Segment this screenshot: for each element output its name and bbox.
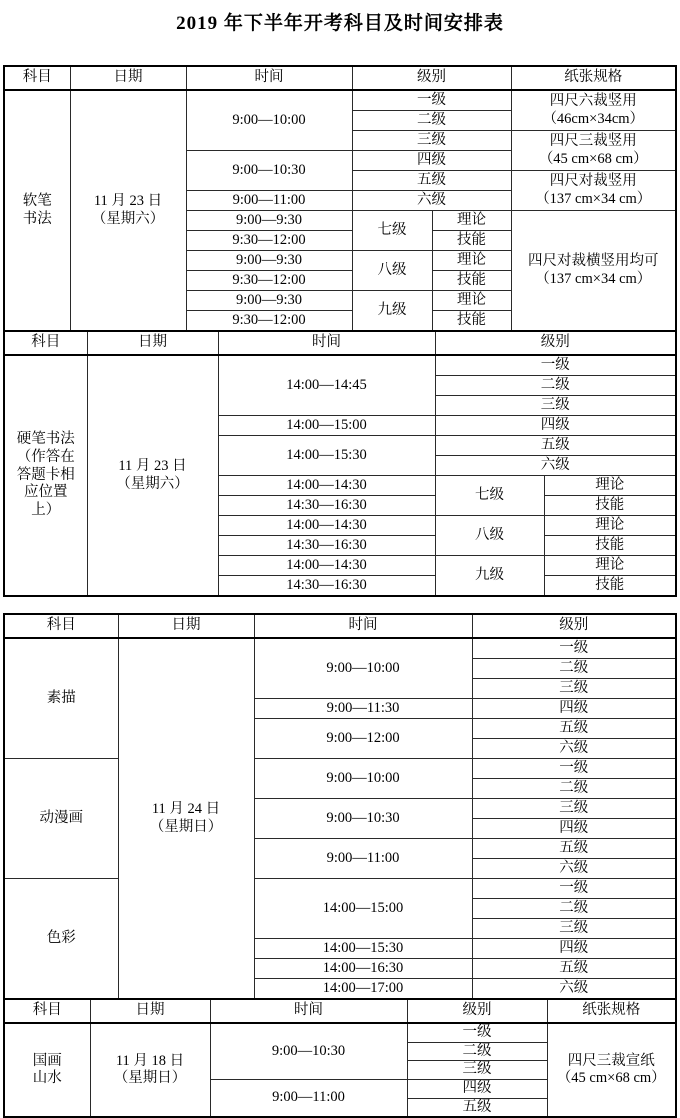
part-cell: 理论	[544, 516, 676, 536]
date-line: 11 月 23 日	[118, 457, 187, 474]
level-cell: 四级	[472, 699, 676, 719]
header-level: 级别	[435, 331, 676, 355]
part-cell: 技能	[432, 231, 511, 251]
time-cell: 9:00—10:00	[254, 759, 472, 799]
level-cell: 四级	[472, 819, 676, 839]
level-cell: 二级	[435, 376, 676, 396]
time-cell: 9:30—12:00	[186, 311, 352, 332]
level-cell: 二级	[472, 899, 676, 919]
time-cell: 9:00—10:30	[210, 1023, 407, 1080]
level-cell: 五级	[472, 959, 676, 979]
date-cell	[70, 90, 186, 331]
level-cell: 五级	[352, 171, 511, 191]
level-cell: 三级	[472, 679, 676, 699]
part-cell: 理论	[544, 476, 676, 496]
level-cell: 一级	[472, 638, 676, 659]
level-cell: 四级	[435, 416, 676, 436]
level-cell: 五级	[407, 1098, 547, 1117]
paper-line: （46cm×34cm）	[542, 110, 645, 127]
level-cell: 三级	[472, 799, 676, 819]
level-cell: 九级	[435, 556, 544, 597]
subject-cell	[4, 1023, 90, 1117]
paper-cell	[511, 171, 676, 211]
part-cell: 理论	[432, 211, 511, 231]
time-cell: 14:00—14:45	[218, 355, 435, 416]
paper-line: 四尺三裁宣纸	[567, 1052, 655, 1069]
time-cell: 9:00—9:30	[186, 291, 352, 311]
time-cell: 9:00—12:00	[254, 719, 472, 759]
table4-header-row	[4, 999, 676, 1023]
header-level: 级别	[472, 614, 676, 638]
level-cell: 三级	[352, 131, 511, 151]
header-subject: 科目	[4, 614, 118, 638]
table-drawing-subjects	[3, 613, 677, 1000]
paper-line: 四尺六裁竖用	[549, 92, 637, 109]
paper-cell	[511, 90, 676, 131]
level-cell: 九级	[352, 291, 432, 332]
paper-line: （137 cm×34 cm）	[535, 270, 652, 287]
subject-line: 上）	[31, 502, 61, 519]
level-cell: 六级	[435, 456, 676, 476]
paper-line: 四尺三裁竖用	[549, 132, 637, 149]
level-cell: 八级	[352, 251, 432, 291]
table-row	[4, 759, 676, 779]
paper-line: （137 cm×34 cm）	[535, 190, 652, 207]
header-time: 时间	[254, 614, 472, 638]
subject-cell	[4, 90, 70, 331]
time-cell: 14:00—14:30	[218, 476, 435, 496]
time-cell: 14:30—16:30	[218, 536, 435, 556]
table-hard-pen-calligraphy	[3, 330, 677, 597]
header-time: 时间	[210, 999, 407, 1023]
level-cell: 七级	[435, 476, 544, 516]
table3-header-row	[4, 614, 676, 638]
subject-line: 国画	[32, 1052, 62, 1069]
level-cell: 二级	[472, 779, 676, 799]
date-cell	[90, 1023, 210, 1117]
table-row	[4, 1023, 676, 1042]
part-cell: 技能	[544, 576, 676, 597]
part-cell: 技能	[432, 271, 511, 291]
time-cell: 9:00—11:30	[254, 699, 472, 719]
date-cell	[87, 355, 218, 596]
level-cell: 一级	[407, 1023, 547, 1042]
level-cell: 六级	[472, 859, 676, 879]
header-subject: 科目	[4, 66, 70, 90]
header-subject: 科目	[4, 999, 90, 1023]
subject-line: 答题卡相	[16, 466, 75, 483]
time-cell: 14:30—16:30	[218, 576, 435, 597]
header-paper: 纸张规格	[511, 66, 676, 90]
level-cell: 八级	[435, 516, 544, 556]
level-cell: 六级	[472, 979, 676, 1000]
table-row	[4, 90, 676, 111]
level-cell: 六级	[472, 739, 676, 759]
time-cell: 9:00—9:30	[186, 211, 352, 231]
paper-line: 四尺对裁横竖用均可	[528, 252, 659, 269]
part-cell: 技能	[544, 536, 676, 556]
table-gap	[0, 597, 680, 613]
time-cell: 14:00—14:30	[218, 516, 435, 536]
level-cell: 三级	[472, 919, 676, 939]
level-cell: 七级	[352, 211, 432, 251]
table2-header-row	[4, 331, 676, 355]
part-cell: 技能	[544, 496, 676, 516]
level-cell: 一级	[435, 355, 676, 376]
time-cell: 9:30—12:00	[186, 271, 352, 291]
paper-line: （45 cm×68 cm）	[538, 150, 648, 167]
table-chinese-landscape-painting	[3, 998, 677, 1118]
subject-line: 硬笔书法	[16, 431, 75, 448]
level-cell: 四级	[472, 939, 676, 959]
level-cell: 四级	[352, 151, 511, 171]
time-cell: 9:00—10:30	[254, 799, 472, 839]
level-cell: 四级	[407, 1080, 547, 1099]
date-cell	[118, 638, 254, 999]
date-line: （星期日）	[113, 1070, 187, 1087]
time-cell: 14:00—17:00	[254, 979, 472, 1000]
time-cell: 14:00—15:30	[254, 939, 472, 959]
time-cell: 14:00—15:00	[218, 416, 435, 436]
header-date: 日期	[87, 331, 218, 355]
part-cell: 理论	[432, 251, 511, 271]
date-line: （星期六）	[91, 210, 165, 227]
subject-line: 山水	[32, 1070, 62, 1087]
level-cell: 一级	[352, 90, 511, 111]
level-cell: 二级	[472, 659, 676, 679]
time-cell: 9:00—9:30	[186, 251, 352, 271]
subject-line: 书法	[22, 210, 52, 227]
time-cell: 9:00—11:00	[210, 1080, 407, 1118]
table-soft-brush-calligraphy	[3, 65, 677, 332]
level-cell: 一级	[472, 879, 676, 899]
header-subject: 科目	[4, 331, 87, 355]
time-cell: 9:00—11:00	[186, 191, 352, 211]
subject-line: 软笔	[22, 192, 52, 209]
level-cell: 五级	[435, 436, 676, 456]
date-line: （星期六）	[116, 475, 189, 492]
subject-cell	[4, 355, 87, 596]
part-cell: 理论	[432, 291, 511, 311]
part-cell: 技能	[432, 311, 511, 332]
paper-line: 四尺对裁竖用	[549, 172, 637, 189]
level-cell: 六级	[352, 191, 511, 211]
date-line: 11 月 24 日	[151, 800, 221, 817]
header-level: 级别	[407, 999, 547, 1023]
subject-cell: 素描	[4, 638, 118, 759]
page-title: 2019 年下半年开考科目及时间安排表	[176, 13, 504, 34]
header-level: 级别	[352, 66, 511, 90]
paper-cell	[511, 211, 676, 332]
level-cell: 三级	[407, 1061, 547, 1080]
date-line: 11 月 23 日	[93, 192, 163, 209]
date-line: （星期日）	[149, 818, 223, 835]
time-cell: 9:00—11:00	[254, 839, 472, 879]
time-cell: 14:00—15:00	[254, 879, 472, 939]
table-row	[4, 355, 676, 376]
subject-cell: 色彩	[4, 879, 118, 1000]
level-cell: 五级	[472, 839, 676, 859]
level-cell: 二级	[352, 111, 511, 131]
level-cell: 一级	[472, 759, 676, 779]
header-date: 日期	[118, 614, 254, 638]
time-cell: 9:00—10:30	[186, 151, 352, 191]
date-line: 11 月 18 日	[115, 1052, 185, 1069]
header-date: 日期	[90, 999, 210, 1023]
time-cell: 9:00—10:00	[254, 638, 472, 699]
subject-line: 应位置	[24, 484, 68, 501]
time-cell: 14:30—16:30	[218, 496, 435, 516]
time-cell: 14:00—16:30	[254, 959, 472, 979]
level-cell: 二级	[407, 1042, 547, 1061]
level-cell: 三级	[435, 396, 676, 416]
header-time: 时间	[218, 331, 435, 355]
header-date: 日期	[70, 66, 186, 90]
paper-cell	[547, 1023, 676, 1117]
level-cell: 五级	[472, 719, 676, 739]
header-time: 时间	[186, 66, 352, 90]
part-cell: 理论	[544, 556, 676, 576]
table-row	[4, 638, 676, 659]
header-paper: 纸张规格	[547, 999, 676, 1023]
paper-line: （45 cm×68 cm）	[556, 1070, 666, 1087]
paper-cell	[511, 131, 676, 171]
table1-header-row	[4, 66, 676, 90]
table-row	[4, 879, 676, 899]
subject-line: （作答在	[16, 448, 75, 465]
time-cell: 9:30—12:00	[186, 231, 352, 251]
time-cell: 9:00—10:00	[186, 90, 352, 151]
time-cell: 14:00—14:30	[218, 556, 435, 576]
time-cell: 14:00—15:30	[218, 436, 435, 476]
subject-cell: 动漫画	[4, 759, 118, 879]
